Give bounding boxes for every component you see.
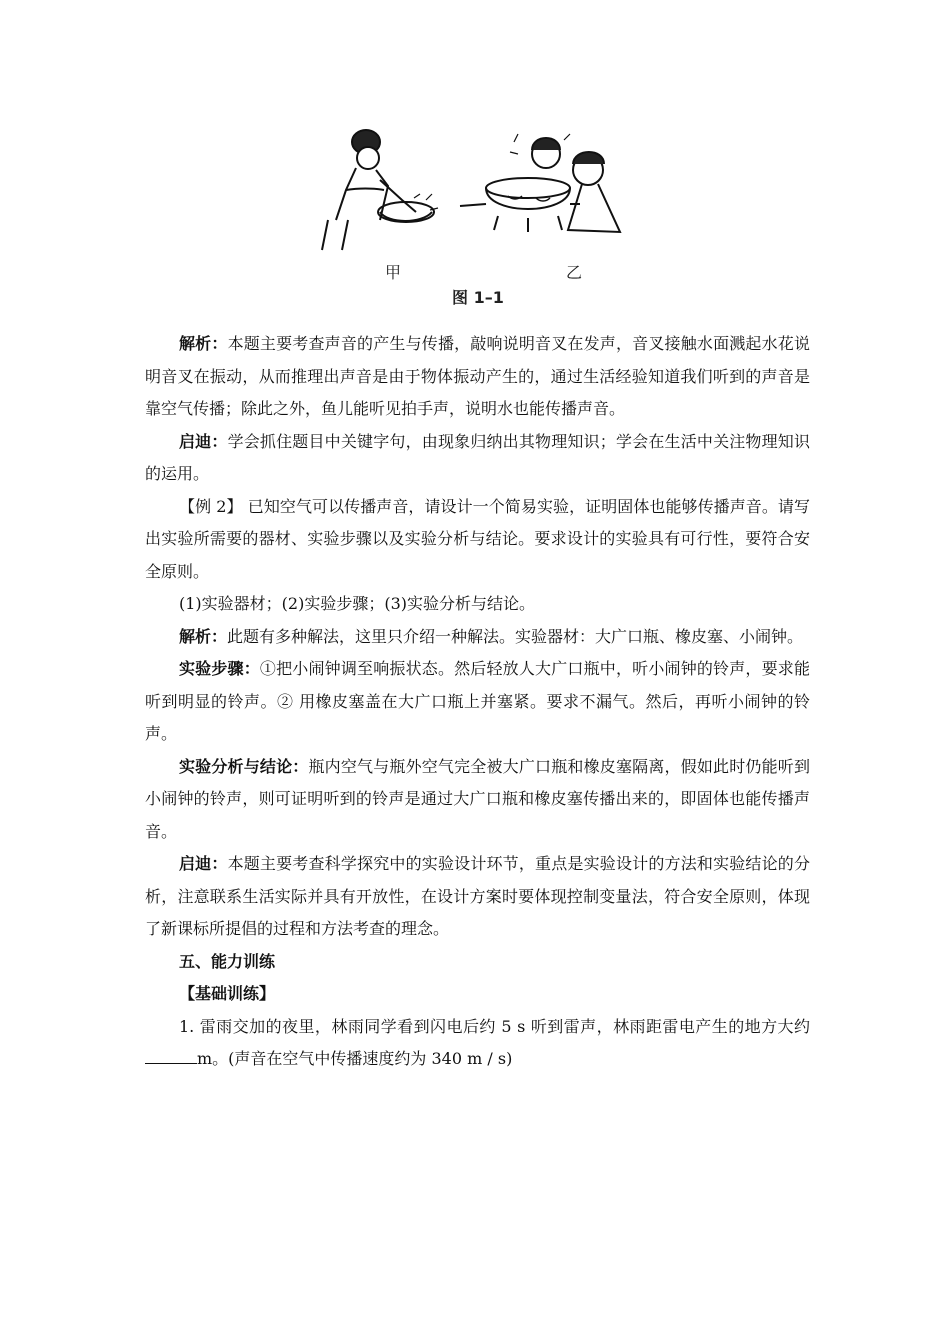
hint-text: 学会抓住题目中关键字句，由现象归纳出其物理知识；学会在生活中关注物理知识的运用。 (145, 431, 810, 483)
steps-label: 实验步骤： (179, 659, 260, 678)
analysis-label: 解析： (179, 626, 228, 646)
answer-blank[interactable] (145, 1049, 197, 1064)
analysis-label: 解析： (179, 334, 228, 353)
example1-hint (145, 426, 810, 491)
figure-illustration (318, 120, 638, 310)
conclusion-text: 瓶内空气与瓶外空气完全被大广口瓶和橡皮塞隔离，假如此时仍能听到小闹钟的铃声，则可证明听到的铃声是通过大广口瓶和橡皮塞传播出来的，即固体也能传播声音。 (145, 756, 810, 841)
example2-conclusion (145, 751, 810, 849)
example2-analysis (145, 621, 810, 654)
hint-text: 本题主要考查科学探究中的实验设计环节，重点是实验设计的方法和实验结论的分析，注意联系生活实际并具有开放性，在设计方案时要体现控制变量法，符合安全原则，体现了新课标所提倡的过程和方法考查的理念。 (145, 854, 810, 938)
example-label: 【例 2】 (179, 496, 243, 516)
example2-steps (145, 653, 810, 751)
conclusion-label: 实验分析与结论： (179, 756, 309, 776)
example1-analysis (145, 328, 810, 426)
hint-label: 启迪： (179, 854, 228, 873)
document-body (145, 328, 810, 1076)
figure-1-1 (318, 120, 638, 310)
figure-caption: 图 1–1 (452, 288, 504, 307)
figure-label-yi: 乙 (566, 263, 583, 282)
example2-parts: (1)实验器材；(2)实验步骤；(3)实验分析与结论。 (179, 594, 535, 613)
example2-hint (145, 848, 810, 946)
analysis-text: 本题主要考查声音的产生与传播，敲响说明音叉在发声，音叉接触水面溅起水花说明音叉在振动，从而推理出声音是由于物体振动产生的，通过生活经验知道我们听到的声音是靠空气传播；除此之外，鱼儿能听见拍手声，说明水也能传播声音。 (145, 334, 810, 418)
section-heading: 五、能力训练 (179, 951, 276, 971)
hint-label: 启迪： (179, 431, 228, 451)
figure-label-jia: 甲 (385, 263, 402, 282)
section-subheading: 【基础训练】 (179, 984, 276, 1003)
question-1-text: 1. 雷雨交加的夜里，林雨同学看到闪电后约 5 s 听到雷声，林雨距雷电产生的地方大约 (179, 1016, 810, 1036)
steps-text: ①把小闹钟调至响振状态。然后轻放人大广口瓶中，听小闹钟的铃声，要求能听到明显的铃声。② 用橡皮塞盖在大广口瓶上并塞紧。要求不漏气。然后，再听小闹钟的铃声。 (145, 659, 810, 743)
example2-question (145, 491, 810, 589)
question-1 (145, 1011, 810, 1076)
question-text: 已知空气可以传播声音，请设计一个简易实验，证明固体也能够传播声音。请写出实验所需要的器材、实验步骤以及实验分析与结论。要求设计的实验具有可行性，要符合安全原则。 (145, 496, 810, 581)
question-1-unit: m。(声音在空气中传播速度约为 340 m / s) (197, 1049, 513, 1068)
analysis-text: 此题有多种解法，这里只介绍一种解法。实验器材：大广口瓶、橡皮塞、小闹钟。 (227, 626, 804, 646)
